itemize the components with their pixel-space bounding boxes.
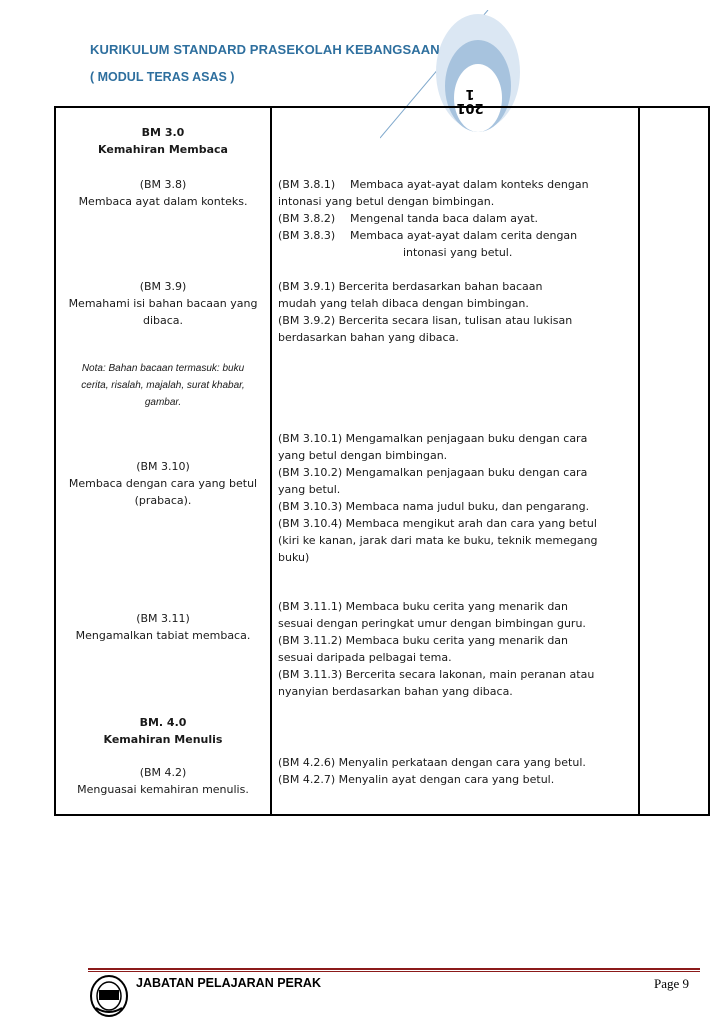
list-item: (BM 3.8.2) Mengenal tanda baca dalam ayat.	[278, 212, 539, 225]
list-item: intonasi yang betul.	[403, 246, 513, 259]
list-item: (kiri ke kanan, jarak dari mata ke buku, teknik memegang	[278, 534, 598, 547]
list-item: (BM 3.10.2) Mengamalkan penjagaan buku dengan cara	[278, 466, 588, 479]
list-item: nyanyian berdasarkan bahan yang dibaca.	[278, 685, 513, 698]
list-item: berdasarkan bahan yang dibaca.	[278, 331, 459, 344]
list-item: (BM 3.11.1) Membaca buku cerita yang menarik dan	[278, 600, 569, 613]
document-subtitle: ( MODUL TERAS ASAS )	[90, 70, 235, 84]
standard-bm4-2: (BM 4.2) Menguasai kemahiran menulis.	[77, 766, 249, 796]
learning-standards-bm3-10	[278, 430, 658, 566]
list-item: (BM 3.10.3) Membaca nama judul buku, dan pengarang.	[278, 500, 590, 513]
curriculum-table	[54, 106, 710, 816]
learning-standards-bm3-9	[278, 278, 658, 346]
learning-standards-bm4-2	[278, 754, 658, 788]
list-item: intonasi yang betul dengan bimbingan.	[278, 195, 495, 208]
standard-bm3-10: (BM 3.10) Membaca dengan cara yang betul (prabaca).	[68, 460, 258, 507]
footer-rule	[88, 968, 700, 970]
page-number: Page 9	[654, 976, 690, 991]
list-item: sesuai dengan peringkat umur dengan bimbingan guru.	[278, 617, 586, 630]
standard-bm3-8: (BM 3.8) Membaca ayat dalam konteks.	[78, 178, 248, 208]
list-item: (BM 4.2.6) Menyalin perkataan dengan cara yang betul.	[278, 756, 586, 769]
list-item: (BM 3.8.1) Membaca ayat-ayat dalam konteks dengan	[278, 178, 589, 191]
standard-bm3-9: (BM 3.9) Memahami isi bahan bacaan yang dibaca.	[68, 280, 258, 327]
reading-material-note: Nota: Bahan bacaan termasuk: buku cerita, risalah, majalah, surat khabar, gambar.	[81, 363, 245, 408]
list-item: (BM 3.8.3) Membaca ayat-ayat dalam cerita dengan	[278, 229, 578, 242]
list-item: (BM 3.9.1) Bercerita berdasarkan bahan bacaan	[278, 280, 543, 293]
list-item: yang betul.	[278, 483, 341, 496]
document-title: KURIKULUM STANDARD PRASEKOLAH KEBANGSAAN	[90, 42, 440, 57]
learning-standards-bm3-8	[278, 176, 658, 261]
section-heading-bm3: BM 3.0 Kemahiran Membaca	[98, 126, 228, 156]
list-item: yang betul dengan bimbingan.	[278, 449, 448, 462]
footer-rule-thin	[88, 971, 700, 972]
jpn-perak-logo-icon	[88, 970, 130, 1020]
list-item: sesuai daripada pelbagai tema.	[278, 651, 452, 664]
list-item: (BM 3.11.2) Membaca buku cerita yang menarik dan	[278, 634, 569, 647]
standard-bm3-11: (BM 3.11) Mengamalkan tabiat membaca.	[75, 612, 251, 642]
list-item: (BM 3.9.2) Bercerita secara lisan, tulisan atau lukisan	[278, 314, 573, 327]
list-item: (BM 3.11.3) Bercerita secara lakonan, main peranan atau	[278, 668, 595, 681]
list-item: (BM 3.10.4) Membaca mengikut arah dan cara yang betul	[278, 517, 597, 530]
list-item: mudah yang telah dibaca dengan bimbingan.	[278, 297, 529, 310]
list-item: buku)	[278, 551, 310, 564]
footer-organization: JABATAN PELAJARAN PERAK	[136, 976, 321, 990]
column-divider-1	[270, 108, 272, 814]
list-item: (BM 4.2.7) Menyalin ayat dengan cara yang betul.	[278, 773, 555, 786]
section-heading-bm4: BM. 4.0 Kemahiran Menulis	[103, 716, 223, 746]
list-item: (BM 3.10.1) Mengamalkan penjagaan buku dengan cara	[278, 432, 588, 445]
learning-standards-bm3-11	[278, 598, 658, 700]
year-label: 201 1	[456, 86, 484, 115]
